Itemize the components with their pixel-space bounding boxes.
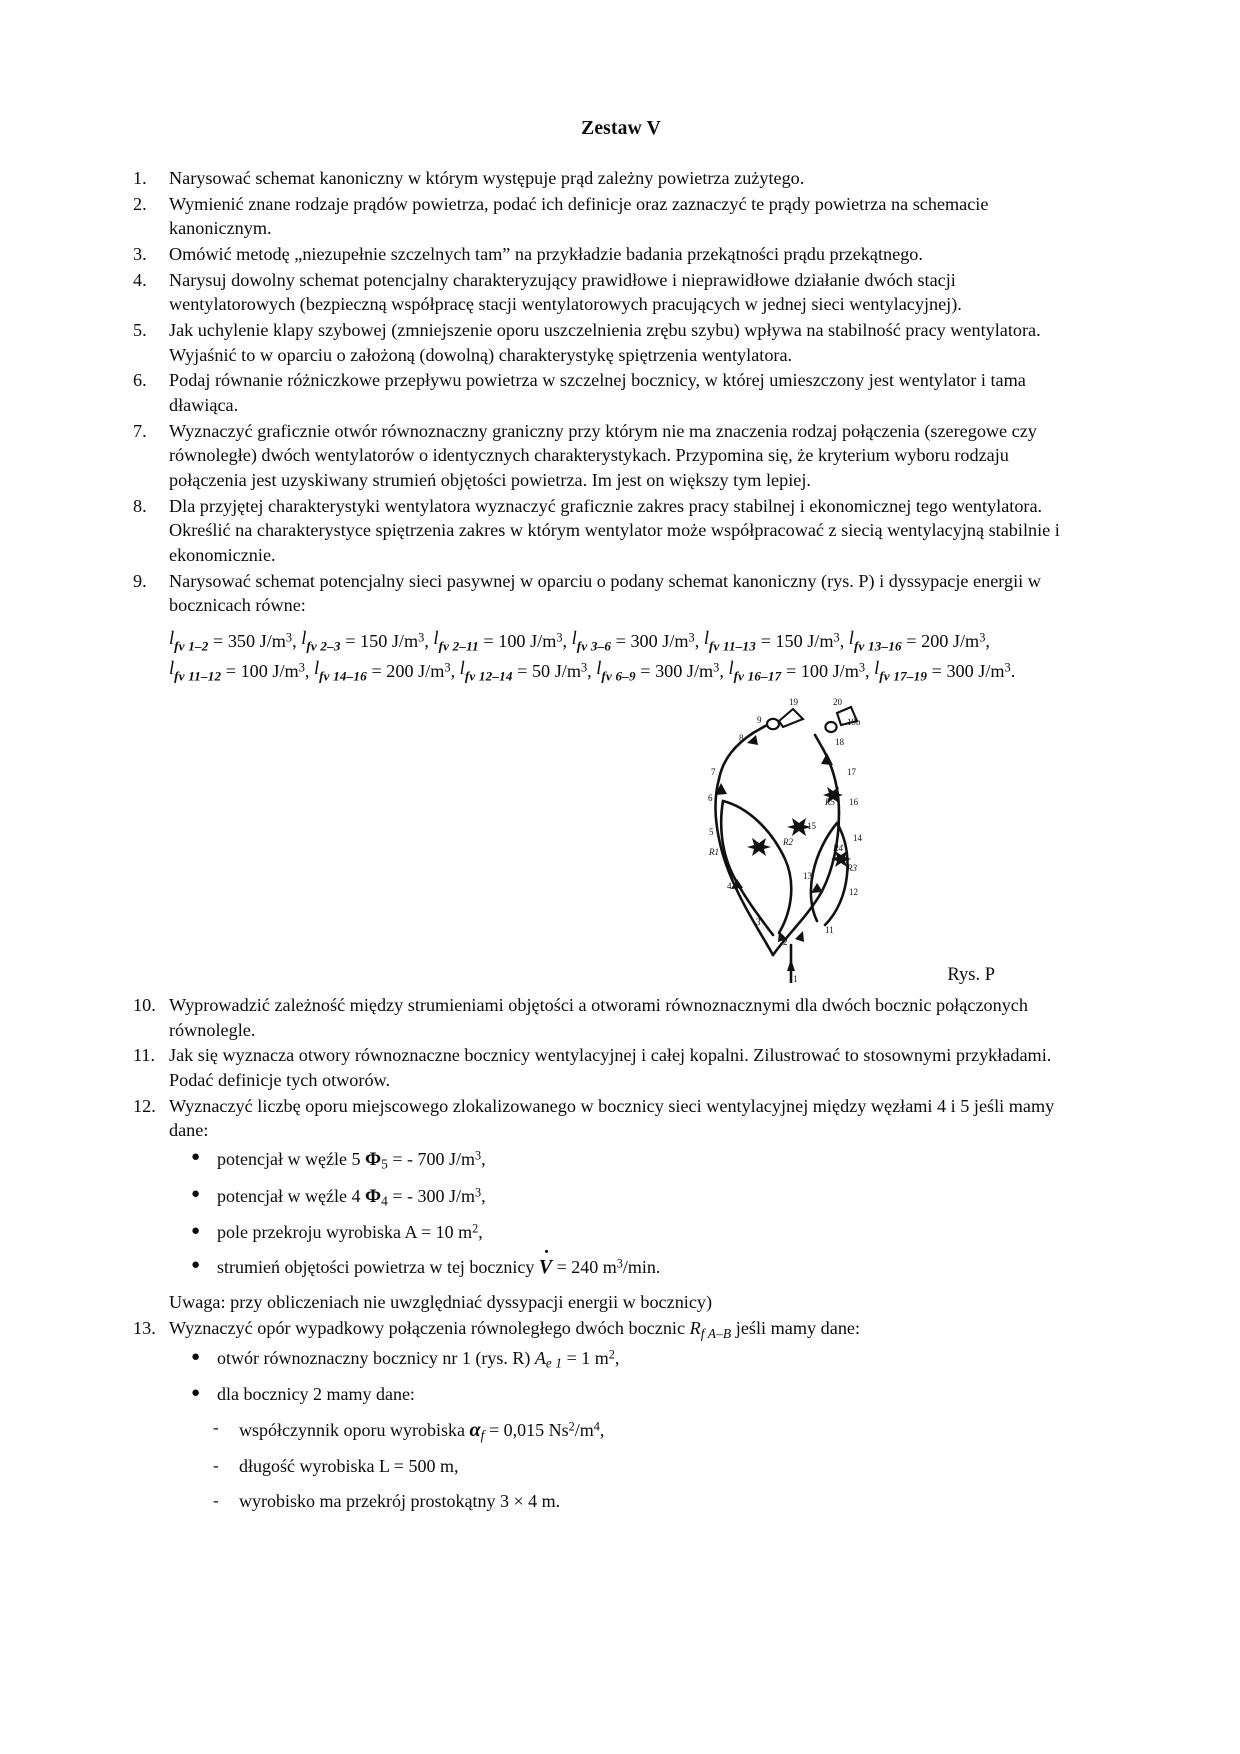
dash-exponent: 2 bbox=[568, 1419, 575, 1434]
q12-note: Uwaga: przy obliczeniach nie uwzględniać dyssypacji energii w bocznicy) bbox=[169, 1292, 713, 1313]
equation-unit: J/m bbox=[418, 660, 445, 681]
equation-subscript: fv 2–3 bbox=[306, 638, 341, 654]
q12-bullet-2 bbox=[169, 1221, 1061, 1244]
resistance-subscript: f A–B bbox=[700, 1325, 732, 1341]
node-label-4: 4 bbox=[727, 880, 732, 891]
equation-value: 50 bbox=[531, 660, 551, 681]
equation-unit-exp: 3 bbox=[713, 660, 720, 675]
bullet-icon: ● bbox=[191, 1384, 201, 1401]
alpha-symbol: α bbox=[469, 1419, 481, 1442]
equation-6: lfv 11–12 = 100 $J/m^3$, bbox=[169, 657, 310, 684]
equation-value: 300 bbox=[655, 660, 683, 681]
q13-dash-list bbox=[169, 1417, 1061, 1513]
question-item-10 bbox=[131, 993, 1061, 1042]
equation-2: lfv 2–11 = 100 $J/m^3$, bbox=[433, 627, 568, 654]
bullet-text: otwór równoznaczny bocznicy nr 1 (rys. R) bbox=[217, 1347, 531, 1368]
equation-7: lfv 14–16 = 200 $J/m^3$, bbox=[313, 657, 456, 684]
equation-unit-exp: 3 bbox=[858, 660, 866, 675]
bullet-icon: ● bbox=[191, 1348, 201, 1365]
bullet-tail: , bbox=[481, 1148, 486, 1169]
dash-value: = 0,015 Ns bbox=[488, 1420, 569, 1441]
bullet-icon: ● bbox=[191, 1185, 201, 1202]
question-text: Dla przyjętej charakterystyki wentylatora wyznaczyć graficznie zakres pracy stabilnej i ekonomicznej tego wentylatora. Określić na charakterystyce spiętrzenia zakres w którym wentylator może współpracować z siecią wentylacyjną stabilnie i ekonomicznie. bbox=[169, 495, 1060, 565]
resistance-symbol: R bbox=[689, 1317, 701, 1338]
alpha-subscript: f bbox=[480, 1427, 485, 1443]
question-text: Wyprowadzić zależność między strumieniami objętości a otworami równoznacznymi dla dwóch bocznic połączonych równolegle. bbox=[169, 994, 1028, 1040]
equation-0: lfv 1–2 = 350 $J/m^3$, bbox=[169, 627, 297, 654]
question-item-5 bbox=[131, 318, 1061, 367]
bullet-icon: ● bbox=[191, 1257, 201, 1274]
node-label-19b: 19b bbox=[847, 716, 861, 727]
equation-value: 300 bbox=[630, 630, 658, 651]
equation-unit-exp: 3 bbox=[418, 630, 425, 645]
equation-subscript: fv 17–19 bbox=[879, 668, 928, 684]
equation-subscript: fv 11–13 bbox=[708, 638, 757, 654]
equation-subscript: fv 3–6 bbox=[576, 638, 612, 654]
q12-bullet-0 bbox=[169, 1147, 1061, 1173]
equation-value: 300 bbox=[946, 660, 974, 681]
equation-unit-exp: 3 bbox=[285, 630, 293, 645]
q12-bullet-3 bbox=[169, 1255, 1061, 1281]
q13-dash-2 bbox=[169, 1490, 1061, 1513]
bullet-text: potencjał w węźle 5 bbox=[217, 1148, 361, 1169]
bullet-tail: , bbox=[614, 1347, 620, 1368]
bullet-exponent: 2 bbox=[608, 1347, 615, 1362]
bullet-icon: ● bbox=[191, 1222, 201, 1239]
equation-subscript: fv 12–14 bbox=[464, 668, 513, 684]
dash-mid: /m bbox=[574, 1420, 594, 1441]
equation-unit-exp: 3 bbox=[556, 630, 563, 645]
bullet-text: potencjał w węźle 4 bbox=[217, 1185, 361, 1206]
network-resistor-labels bbox=[708, 797, 857, 873]
question-number: 11. bbox=[133, 1045, 156, 1066]
equation-11: lfv 17–19 = 300 $J/m^3$. bbox=[874, 657, 1016, 684]
question-item-13 bbox=[131, 1316, 1061, 1513]
equation-unit: J/m bbox=[272, 660, 299, 681]
phi-symbol: Φ bbox=[364, 1185, 382, 1207]
q12-bullet-list bbox=[169, 1147, 1061, 1281]
phi-symbol: Φ bbox=[364, 1148, 382, 1170]
equation-subscript: fv 2–11 bbox=[438, 638, 479, 654]
equation-value: 200 bbox=[921, 630, 949, 651]
equation-subscript: fv 1–2 bbox=[174, 638, 209, 654]
question-list bbox=[131, 166, 1061, 687]
bullet-exponent: 3 bbox=[474, 1148, 482, 1163]
equation-9: lfv 6–9 = 300 $J/m^3$, bbox=[596, 657, 724, 684]
bullet-tail: , bbox=[481, 1185, 486, 1206]
question-item-3 bbox=[131, 242, 1061, 267]
bullet-value: = 1 m bbox=[566, 1347, 609, 1368]
question-item-4 bbox=[131, 268, 1061, 317]
equation-unit: J/m bbox=[832, 660, 859, 681]
question-item-2 bbox=[131, 192, 1061, 241]
phi-subscript: 4 bbox=[381, 1193, 388, 1209]
dash-tail: , bbox=[599, 1420, 605, 1441]
node-label-18: 18 bbox=[835, 736, 844, 747]
bullet-value: = - 700 J/m bbox=[392, 1148, 475, 1169]
dash-text: wyrobisko ma przekrój prostokątny 3 × 4 m. bbox=[239, 1490, 561, 1511]
equivalent-area-subscript: e 1 bbox=[545, 1355, 563, 1371]
question-list-continued bbox=[131, 993, 1061, 1513]
equation-unit-exp: 3 bbox=[833, 630, 840, 645]
equation-1: lfv 2–3 = 150 $J/m^3$, bbox=[301, 627, 429, 654]
node-label-11: 11 bbox=[825, 924, 834, 935]
question-item-6 bbox=[131, 368, 1061, 417]
equation-4: lfv 11–13 = 150 $J/m^3$, bbox=[703, 627, 845, 654]
node-label-13: 13 bbox=[803, 870, 812, 881]
node-label-16: 16 bbox=[849, 796, 858, 807]
bullet-icon: ● bbox=[191, 1148, 201, 1165]
node-label-6: 6 bbox=[708, 792, 713, 803]
equation-value: 200 bbox=[386, 660, 414, 681]
question-number: 7. bbox=[133, 420, 147, 441]
document-content bbox=[131, 118, 1061, 1524]
question-text bbox=[169, 1316, 1061, 1343]
question-number: 2. bbox=[133, 193, 147, 214]
equation-subscript: fv 11–12 bbox=[174, 668, 222, 684]
node-label-15: 15 bbox=[807, 820, 816, 831]
question-number: 3. bbox=[133, 243, 147, 264]
dash-icon: - bbox=[213, 1490, 219, 1510]
q13-bullet-list bbox=[169, 1347, 1061, 1406]
equation-subscript: fv 13–16 bbox=[853, 638, 902, 654]
node-label-1: 1 bbox=[793, 973, 798, 983]
node-label-8: 8 bbox=[739, 732, 744, 743]
dash-text: długość wyrobiska L = 500 m, bbox=[239, 1456, 459, 1477]
node-label-19: 19 bbox=[789, 696, 798, 707]
question-text: Narysować schemat kanoniczny w którym występuje prąd zależny powietrza zużytego. bbox=[169, 168, 805, 188]
question-item-7 bbox=[131, 419, 1061, 493]
bullet-tail: , bbox=[478, 1221, 483, 1242]
equation-unit: J/m bbox=[686, 660, 714, 681]
equation-unit-exp: 3 bbox=[1004, 660, 1011, 675]
bullet-text: strumień objętości powietrza w tej bocznicy bbox=[217, 1257, 535, 1278]
question-item-12 bbox=[131, 1094, 1061, 1315]
node-label-3: 3 bbox=[756, 916, 761, 927]
node-label-20: 20 bbox=[833, 696, 842, 707]
dash-text: współczynnik oporu wyrobiska bbox=[239, 1420, 465, 1441]
question-text: Wymienić znane rodzaje prądów powietrza, podać ich definicje oraz zaznaczyć te prądy powietrza na schemacie kanonicznym. bbox=[169, 193, 989, 239]
equation-3: lfv 3–6 = 300 $J/m^3$, bbox=[571, 627, 700, 654]
ventilation-network-diagram bbox=[661, 683, 921, 983]
equation-unit: J/m bbox=[807, 630, 834, 651]
bullet-exponent: 3 bbox=[474, 1185, 482, 1200]
figure-caption: Rys. P bbox=[947, 964, 995, 985]
question-item-11 bbox=[131, 1043, 1061, 1092]
dissipation-equations bbox=[169, 627, 1061, 687]
node-label-2: 2 bbox=[783, 936, 788, 947]
q13-lead-a: Wyznaczyć opór wypadkowy połączenia równoległego dwóch bocznic bbox=[169, 1317, 686, 1338]
equation-unit-exp: 3 bbox=[444, 660, 451, 675]
resistor-label-R1: R1 bbox=[709, 846, 719, 857]
question-text: Omówić metodę „niezupełnie szczelnych tam” na przykładzie badania przekątności prądu przekątnego. bbox=[169, 243, 923, 264]
equation-unit: J/m bbox=[530, 630, 557, 651]
phi-subscript: 5 bbox=[381, 1156, 388, 1172]
page-title: Zestaw V bbox=[581, 118, 661, 139]
equation-value: 150 bbox=[360, 630, 388, 651]
resistor-label-R3: R3 bbox=[847, 862, 857, 873]
equation-unit-exp: 3 bbox=[979, 630, 986, 645]
equation-unit: J/m bbox=[662, 630, 689, 651]
question-number: 1. bbox=[133, 168, 147, 188]
question-number: 13. bbox=[133, 1317, 156, 1338]
question-number: 12. bbox=[133, 1095, 156, 1116]
equation-5: lfv 13–16 = 200 $J/m^3$, bbox=[848, 627, 990, 654]
equivalent-area-symbol: A bbox=[534, 1347, 546, 1368]
equation-subscript: fv 16–17 bbox=[733, 668, 782, 684]
dash-exponent-2: 4 bbox=[593, 1419, 600, 1434]
question-text: Wyznaczyć liczbę oporu miejscowego zlokalizowanego w bocznicy sieci wentylacyjnej między węzłami 4 i 5 jeśli mamy dane: bbox=[169, 1095, 1055, 1141]
question-item-9 bbox=[131, 569, 1061, 687]
resistor-label-R4: R4 bbox=[833, 842, 843, 853]
bullet-text: dla bocznicy 2 mamy dane: bbox=[217, 1383, 415, 1404]
q12-bullet-1 bbox=[169, 1184, 1061, 1210]
question-number: 10. bbox=[133, 994, 156, 1015]
volumetric-flow-symbol: ˙ V bbox=[539, 1256, 552, 1278]
equation-unit-exp: 3 bbox=[580, 660, 588, 675]
node-label-17: 17 bbox=[847, 766, 856, 777]
q13-dash-1 bbox=[169, 1455, 1061, 1478]
q13-bullet-1 bbox=[169, 1383, 1061, 1406]
node-label-14: 14 bbox=[853, 832, 862, 843]
equation-value: 350 bbox=[227, 630, 256, 651]
bullet-tail: /min. bbox=[622, 1257, 661, 1278]
equation-unit-exp: 3 bbox=[688, 630, 695, 645]
question-text: Narysuj dowolny schemat potencjalny charakteryzujący prawidłowe i nieprawidłowe działanie dwóch stacji wentylatorowych (bezpieczną współpracę stacji wentylatorowych pracujących w jednej sieci wentylacyjnej). bbox=[169, 269, 962, 315]
question-text: Narysować schemat potencjalny sieci pasywnej w oparciu o podany schemat kanoniczny (rys. P) i dyssypacje energii w bocznicach równe: bbox=[169, 570, 1041, 616]
question-number: 4. bbox=[133, 269, 147, 290]
equation-unit: J/m bbox=[952, 630, 980, 651]
node-label-12: 12 bbox=[849, 886, 858, 897]
bullet-exponent: 2 bbox=[472, 1221, 479, 1236]
node-label-5: 5 bbox=[709, 826, 714, 837]
equation-subscript: fv 14–16 bbox=[319, 668, 367, 684]
equation-unit: J/m bbox=[554, 660, 581, 681]
equation-value: 100 bbox=[800, 660, 829, 681]
equation-value: 100 bbox=[498, 630, 526, 651]
bullet-value: = 240 m bbox=[556, 1257, 617, 1278]
equation-unit: J/m bbox=[259, 630, 286, 651]
equation-value: 100 bbox=[240, 660, 268, 681]
q13-dash-0 bbox=[169, 1417, 1061, 1444]
equation-value: 150 bbox=[775, 630, 803, 651]
resistor-label-R2: R2 bbox=[783, 836, 793, 847]
equation-unit-exp: 3 bbox=[298, 660, 305, 675]
question-text: Podaj równanie różniczkowe przepływu powietrza w szczelnej bocznicy, w której umieszczony jest wentylator i tama dławiąca. bbox=[169, 370, 1026, 415]
equation-8: lfv 12–14 = 50 $J/m^3$, bbox=[459, 657, 592, 684]
dash-icon: - bbox=[213, 1456, 219, 1476]
question-number: 9. bbox=[133, 570, 147, 591]
node-label-7: 7 bbox=[711, 766, 716, 777]
node-label-9: 9 bbox=[757, 714, 762, 725]
question-number: 8. bbox=[133, 495, 147, 516]
question-text: Jak się wyznacza otwory równoznaczne bocznicy wentylacyjnej i całej kopalni. Zilustrować to stosownymi przykładami. Podać definicje tych otworów. bbox=[169, 1045, 1052, 1090]
bullet-value: = - 300 J/m bbox=[392, 1185, 475, 1206]
question-number: 5. bbox=[133, 319, 147, 340]
question-text: Wyznaczyć graficznie otwór równoznaczny graniczny przy którym nie ma znaczenia rodzaj połączenia (szeregowe czy równoległe) dwóch wentylatorów o identycznych charakterystykach. Przypomina się, że kryterium wyboru rodzaju połączenia jest uzyskiwany strumień objętości powietrza. Im jest on większy tym lepiej. bbox=[169, 420, 1037, 490]
resistor-label-R5: R5 bbox=[825, 796, 835, 807]
question-item-1 bbox=[131, 166, 1061, 191]
equation-subscript: fv 6–9 bbox=[601, 668, 636, 684]
bullet-text: pole przekroju wyrobiska A = 10 m bbox=[217, 1221, 473, 1242]
bullet-exponent: 3 bbox=[616, 1256, 623, 1271]
question-text: Jak uchylenie klapy szybowej (zmniejszenie oporu uszczelnienia zrębu szybu) wpływa na stabilność pracy wentylatora. Wyjaśnić to w oparciu o założoną (dowolną) charakterystykę spiętrzenia wentylatora. bbox=[169, 319, 1041, 365]
question-number: 6. bbox=[133, 370, 147, 391]
dash-icon: - bbox=[213, 1418, 219, 1438]
q13-lead-b: jeśli mamy dane: bbox=[735, 1317, 861, 1338]
equation-unit: J/m bbox=[391, 630, 419, 651]
equation-unit: J/m bbox=[978, 660, 1005, 681]
question-item-8 bbox=[131, 494, 1061, 568]
q13-bullet-0 bbox=[169, 1347, 1061, 1372]
equation-10: lfv 16–17 = 100 $J/m^3$, bbox=[728, 657, 870, 684]
figure-region bbox=[131, 693, 1061, 993]
